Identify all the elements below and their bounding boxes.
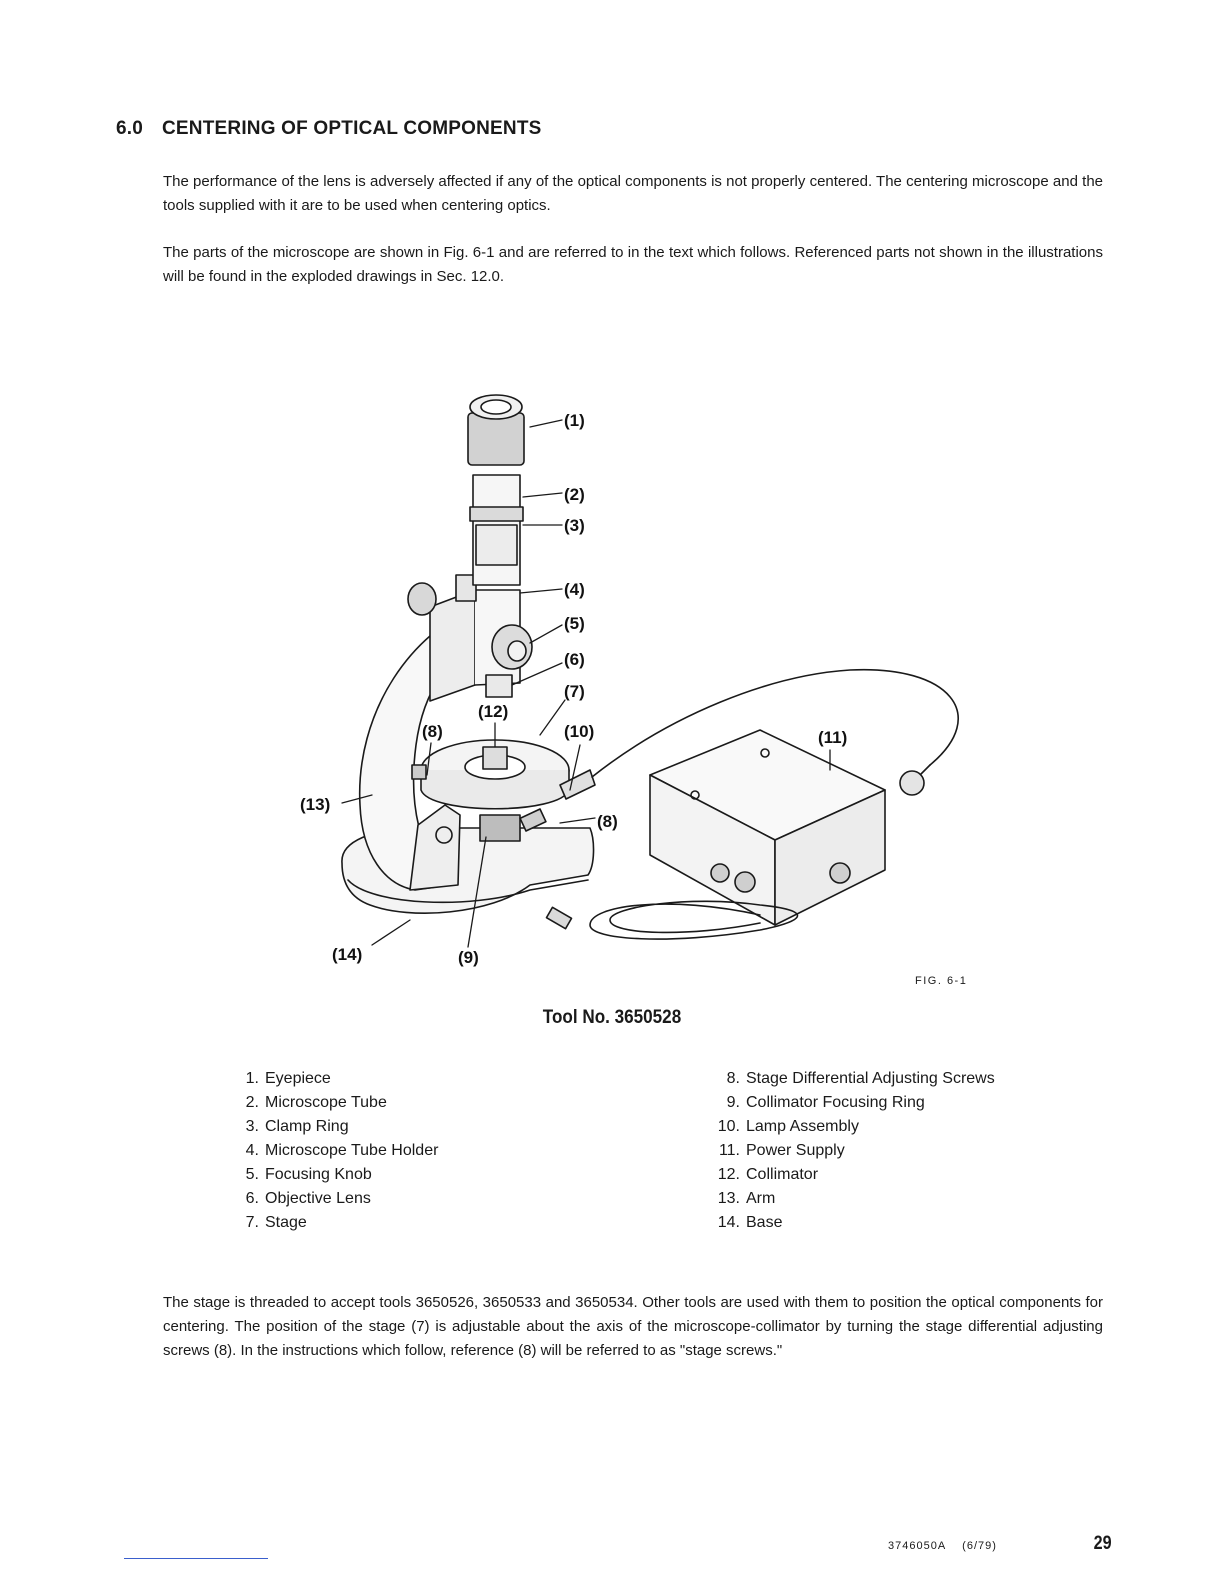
callout-1: (1)	[564, 411, 585, 430]
item-number: 3.	[245, 1118, 259, 1135]
callout-6: (6)	[564, 650, 585, 669]
item-name: Collimator	[746, 1166, 819, 1183]
tool-caption: Tool No. 3650528	[542, 1007, 682, 1028]
parts-list-left	[240, 1067, 438, 1235]
list-item	[240, 1187, 438, 1211]
list-item	[240, 1115, 438, 1139]
item-name: Arm	[746, 1190, 776, 1207]
item-number: 12.	[717, 1166, 740, 1183]
callout-8-left: (8)	[422, 722, 443, 741]
list-item	[704, 1139, 995, 1163]
list-item	[704, 1163, 995, 1187]
callout-12: (12)	[478, 702, 509, 721]
doc-code: 3746050A	[888, 1540, 947, 1552]
item-name: Eyepiece	[265, 1070, 331, 1087]
item-number: 13.	[717, 1190, 740, 1207]
callout-5: (5)	[564, 614, 585, 633]
callout-2: (2)	[564, 485, 585, 504]
item-name: Objective Lens	[265, 1190, 371, 1207]
callout-8-right: (8)	[597, 812, 618, 831]
item-name: Base	[746, 1214, 783, 1231]
collimator-drawing	[483, 747, 507, 769]
item-number: 7.	[245, 1214, 259, 1231]
item-number: 1.	[245, 1070, 259, 1087]
list-item	[240, 1211, 438, 1235]
callout-7: (7)	[564, 682, 585, 701]
item-number: 4.	[245, 1142, 259, 1159]
item-name: Power Supply	[746, 1142, 845, 1159]
list-item	[704, 1067, 995, 1091]
item-name: Stage	[265, 1214, 307, 1231]
section-number: 6.0	[116, 118, 144, 139]
callout-10: (10)	[564, 722, 595, 741]
item-name: Clamp Ring	[265, 1118, 349, 1135]
item-name: Focusing Knob	[265, 1166, 372, 1183]
item-name: Microscope Tube	[265, 1094, 387, 1111]
item-number: 11.	[718, 1142, 740, 1159]
section-title: CENTERING OF OPTICAL COMPONENTS	[162, 118, 542, 139]
doc-date: (6/79)	[962, 1540, 997, 1552]
section-heading	[116, 118, 542, 140]
page-number: 29	[1093, 1533, 1112, 1554]
callout-3: (3)	[564, 516, 585, 535]
eyepiece-drawing	[468, 413, 524, 465]
list-item	[240, 1139, 438, 1163]
callout-4: (4)	[564, 580, 585, 599]
figure-label: FIG. 6-1	[915, 975, 968, 987]
list-item	[240, 1163, 438, 1187]
item-name: Lamp Assembly	[746, 1118, 859, 1135]
callout-9: (9)	[458, 948, 479, 967]
callout-14: (14)	[332, 945, 363, 964]
stage-paragraph: The stage is threaded to accept tools 3650526, 3650533 and 3650534. Other tools are used with them to position the optical components for centering. The position of the stage (7) is adjustable about the axis of the microscope-collimator by turning the stage differential adjusting screws (8). In the instructions which follow, reference (8) will be referred to as "stage screws."	[163, 1294, 1103, 1359]
parts-list-right	[704, 1067, 995, 1235]
item-name: Microscope Tube Holder	[265, 1142, 439, 1159]
item-name: Collimator Focusing Ring	[746, 1094, 925, 1111]
microscope-illustration	[290, 385, 990, 975]
tube-holder-drawing	[430, 590, 475, 701]
item-number: 14.	[717, 1214, 740, 1231]
item-name: Stage Differential Adjusting Screws	[746, 1070, 995, 1087]
item-number: 9.	[726, 1094, 740, 1111]
item-number: 6.	[245, 1190, 259, 1207]
intro-paragraph: The performance of the lens is adversely affected if any of the optical components is not properly centered. The centering microscope and the tools supplied with it are to be used when centering optics.	[163, 173, 1103, 214]
list-item	[704, 1091, 995, 1115]
footer-doc-code	[888, 1540, 997, 1552]
list-item	[704, 1187, 995, 1211]
item-number: 8.	[726, 1070, 740, 1087]
list-item	[240, 1091, 438, 1115]
item-number: 5.	[245, 1166, 259, 1183]
list-item	[704, 1115, 995, 1139]
footer-rule	[124, 1558, 268, 1559]
item-number: 2.	[245, 1094, 259, 1111]
parts-reference-paragraph: The parts of the microscope are shown in Fig. 6-1 and are referred to in the text which follows. Referenced parts not shown in the illustrations will be found in the exploded drawings in Sec. 12.0.	[163, 244, 1103, 285]
item-number: 10.	[717, 1118, 740, 1135]
callout-13: (13)	[300, 795, 331, 814]
list-item	[240, 1067, 438, 1091]
callout-11: (11)	[818, 728, 848, 747]
list-item	[704, 1211, 995, 1235]
microscope-figure	[290, 385, 990, 975]
